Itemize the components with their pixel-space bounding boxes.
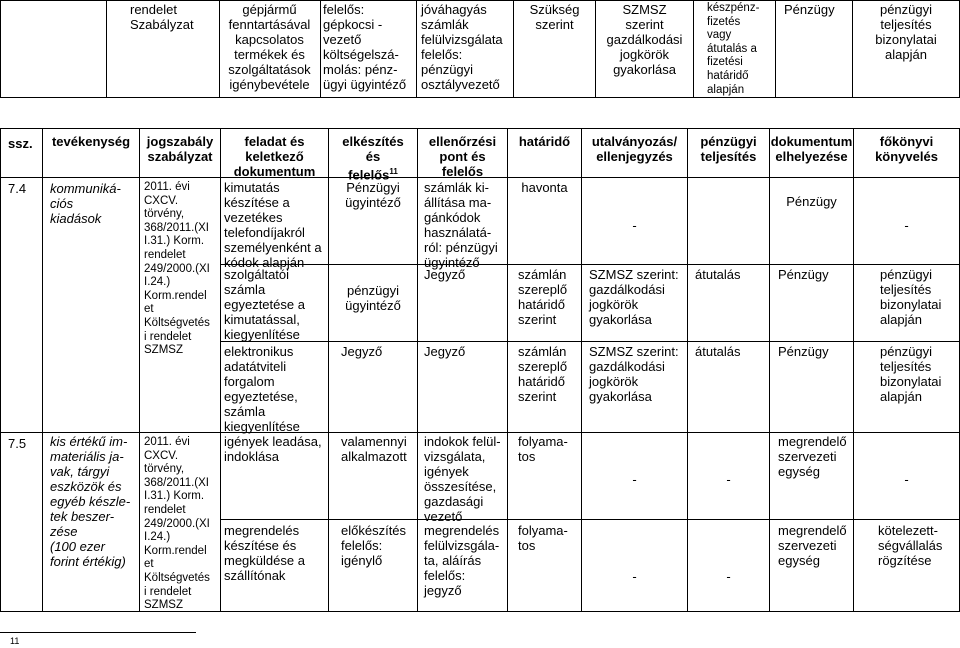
row75-sub2-deadline: folyama- tos [518,523,568,553]
top-cell-authorization: SZMSZ szerint gazdálkodási jogkörök gyakorlása [606,2,683,77]
header-control-point: ellenőrzési pont és felelős [428,134,497,179]
row74-sub1-control: számlák ki- állítása ma- gánkódok használatá- ról: pénzügyi ügyintéző [424,180,498,270]
header-regulation: jogszabály szabályzat [146,134,214,164]
footnote-separator [0,632,196,633]
header-authorization: utalványozás/ ellenjegyzés [591,134,678,164]
header-preparation [329,134,417,182]
row75-sub2-preparer: előkészítés felelős: igénylő [341,523,407,568]
row74-sub1-authorization: - [632,218,637,233]
row74-sub1-task: kimutatás készítése a vezetékes telefondíjakról személyenként a kódok alapján [224,180,322,270]
row74-sub2-financial: átutalás [695,267,741,282]
row75-sub1-authorization: - [632,472,637,487]
row75-sub2-ledger: kötelezett- ségvállalás rögzítése [878,523,943,568]
header-preparation-text: elkészítés és felelős [342,134,404,183]
header-document: dokumentum elhelyezése [770,134,853,164]
header-activity: tevékenység [51,134,131,149]
row75-sub1-preparer: valamennyi alkalmazott [341,434,407,464]
header-financial: pénzügyi teljesítés [700,134,757,164]
row74-sub3-task: elektronikus adatátviteli forgalom egyeztetése, számla kiegyenlítése [224,344,300,434]
top-cell-rule: rendelet Szabályzat [130,2,194,32]
row75-sub2-task: megrendelés készítése és megküldése a szállítónak [224,523,305,583]
row74-sub2-control: Jegyző [424,267,466,282]
row75-sub1-document: megrendelő szervezeti egység [778,434,847,479]
row74-sub2-ledger: pénzügyi teljesítés bizonylatai alapján [880,267,942,327]
row74-activity: kommuniká- ciós kiadások [50,181,121,226]
row75-sub1-deadline: folyama- tos [518,434,568,464]
header-deadline: határidő [518,134,571,149]
row75-sub1-task: igények leadása, indoklása [224,434,322,464]
row74-sub1-ledger: - [904,218,909,233]
footnote-number: 11 [10,636,20,646]
row74-sub3-control: Jegyző [424,344,466,359]
row74-sub1-document: Pénzügy [786,194,837,209]
footnote-ref: 11 [389,167,398,176]
row74-sub1-deadline: havonta [521,180,568,195]
row74-sub3-preparer: Jegyző [341,344,383,359]
row75-sub1-financial: - [726,472,731,487]
header-task: feladat és keletkező dokumentum [233,134,316,179]
top-cell-finance: Pénzügy [784,2,835,17]
top-cell-accounting: pénzügyi teljesítés bizonylatai alapján [875,2,937,62]
top-cell-activity: gépjármű fenntartásával kapcsolatos termékek és szolgáltatások igénybevétele [228,2,311,92]
row74-regulation: 2011. évi CXCV. törvény, 368/2011.(XI I.31.) Korm. rendelet 249/2000.(XI I.24.) Korm.rendel et Költségvetés i rendelet SZMSZ [144,181,210,357]
top-cell-approval: jóváhagyás számlák felülvizsgálata felelős: pénzügyi osztályvezető [421,2,503,92]
row74-sub1-preparer: Pénzügyi ügyintéző [345,180,401,210]
row75-sub2-authorization: - [632,569,637,584]
top-cell-responsible: felelős: gépkocsi - vezető költségelszá- molás: pénz- ügyi ügyintéző [323,2,407,92]
row75-sub2-document: megrendelő szervezeti egység [778,523,847,568]
top-cell-deadline: Szükség szerint [529,2,580,32]
header-ssz: ssz. [8,136,33,151]
row74-sub2-preparer: pénzügyi ügyintéző [345,283,401,313]
row74-sub3-ledger: pénzügyi teljesítés bizonylatai alapján [880,344,942,404]
row74-sub3-financial: átutalás [695,344,741,359]
row74-sub2-authorization: SZMSZ szerint: gazdálkodási jogkörök gyakorlása [589,267,679,327]
row75-activity: kis értékű im- materiális ja- vak, tárgyi eszközök és egyéb készle- tek beszer- zése (100 ezer forint értékig) [50,434,131,569]
row74-sub2-task: szolgáltatói számla egyeztetése a kimutatással, kiegyenlítése [224,267,305,342]
row75-regulation: 2011. évi CXCV. törvény, 368/2011.(XI I.31.) Korm. rendelet 249/2000.(XI I.24.) Korm.rendel et Költségvetés i rendelet SZMSZ [144,436,210,612]
row74-sub2-document: Pénzügy [778,267,829,282]
row75-sub2-financial: - [726,569,731,584]
top-cell-payment: készpénz- fizetés vagy átutalás a fizetési határidő alapján [707,2,760,96]
row74-sub2-deadline: számlán szereplő határidő szerint [518,267,568,327]
row74-ssz: 7.4 [8,181,27,196]
header-ledger: főkönyvi könyvelés [875,134,938,164]
row74-sub3-document: Pénzügy [778,344,829,359]
row74-sub3-authorization: SZMSZ szerint: gazdálkodási jogkörök gyakorlása [589,344,679,404]
row75-sub1-control: indokok felül- vizsgálata, igények összesítése, gazdasági vezető [424,434,501,524]
row74-sub3-deadline: számlán szereplő határidő szerint [518,344,568,404]
row75-sub1-ledger: - [904,472,909,487]
row75-sub2-control: megrendelés felülvizsgála- ta, aláírás felelős: jegyző [424,523,500,598]
row75-ssz: 7.5 [8,436,27,451]
